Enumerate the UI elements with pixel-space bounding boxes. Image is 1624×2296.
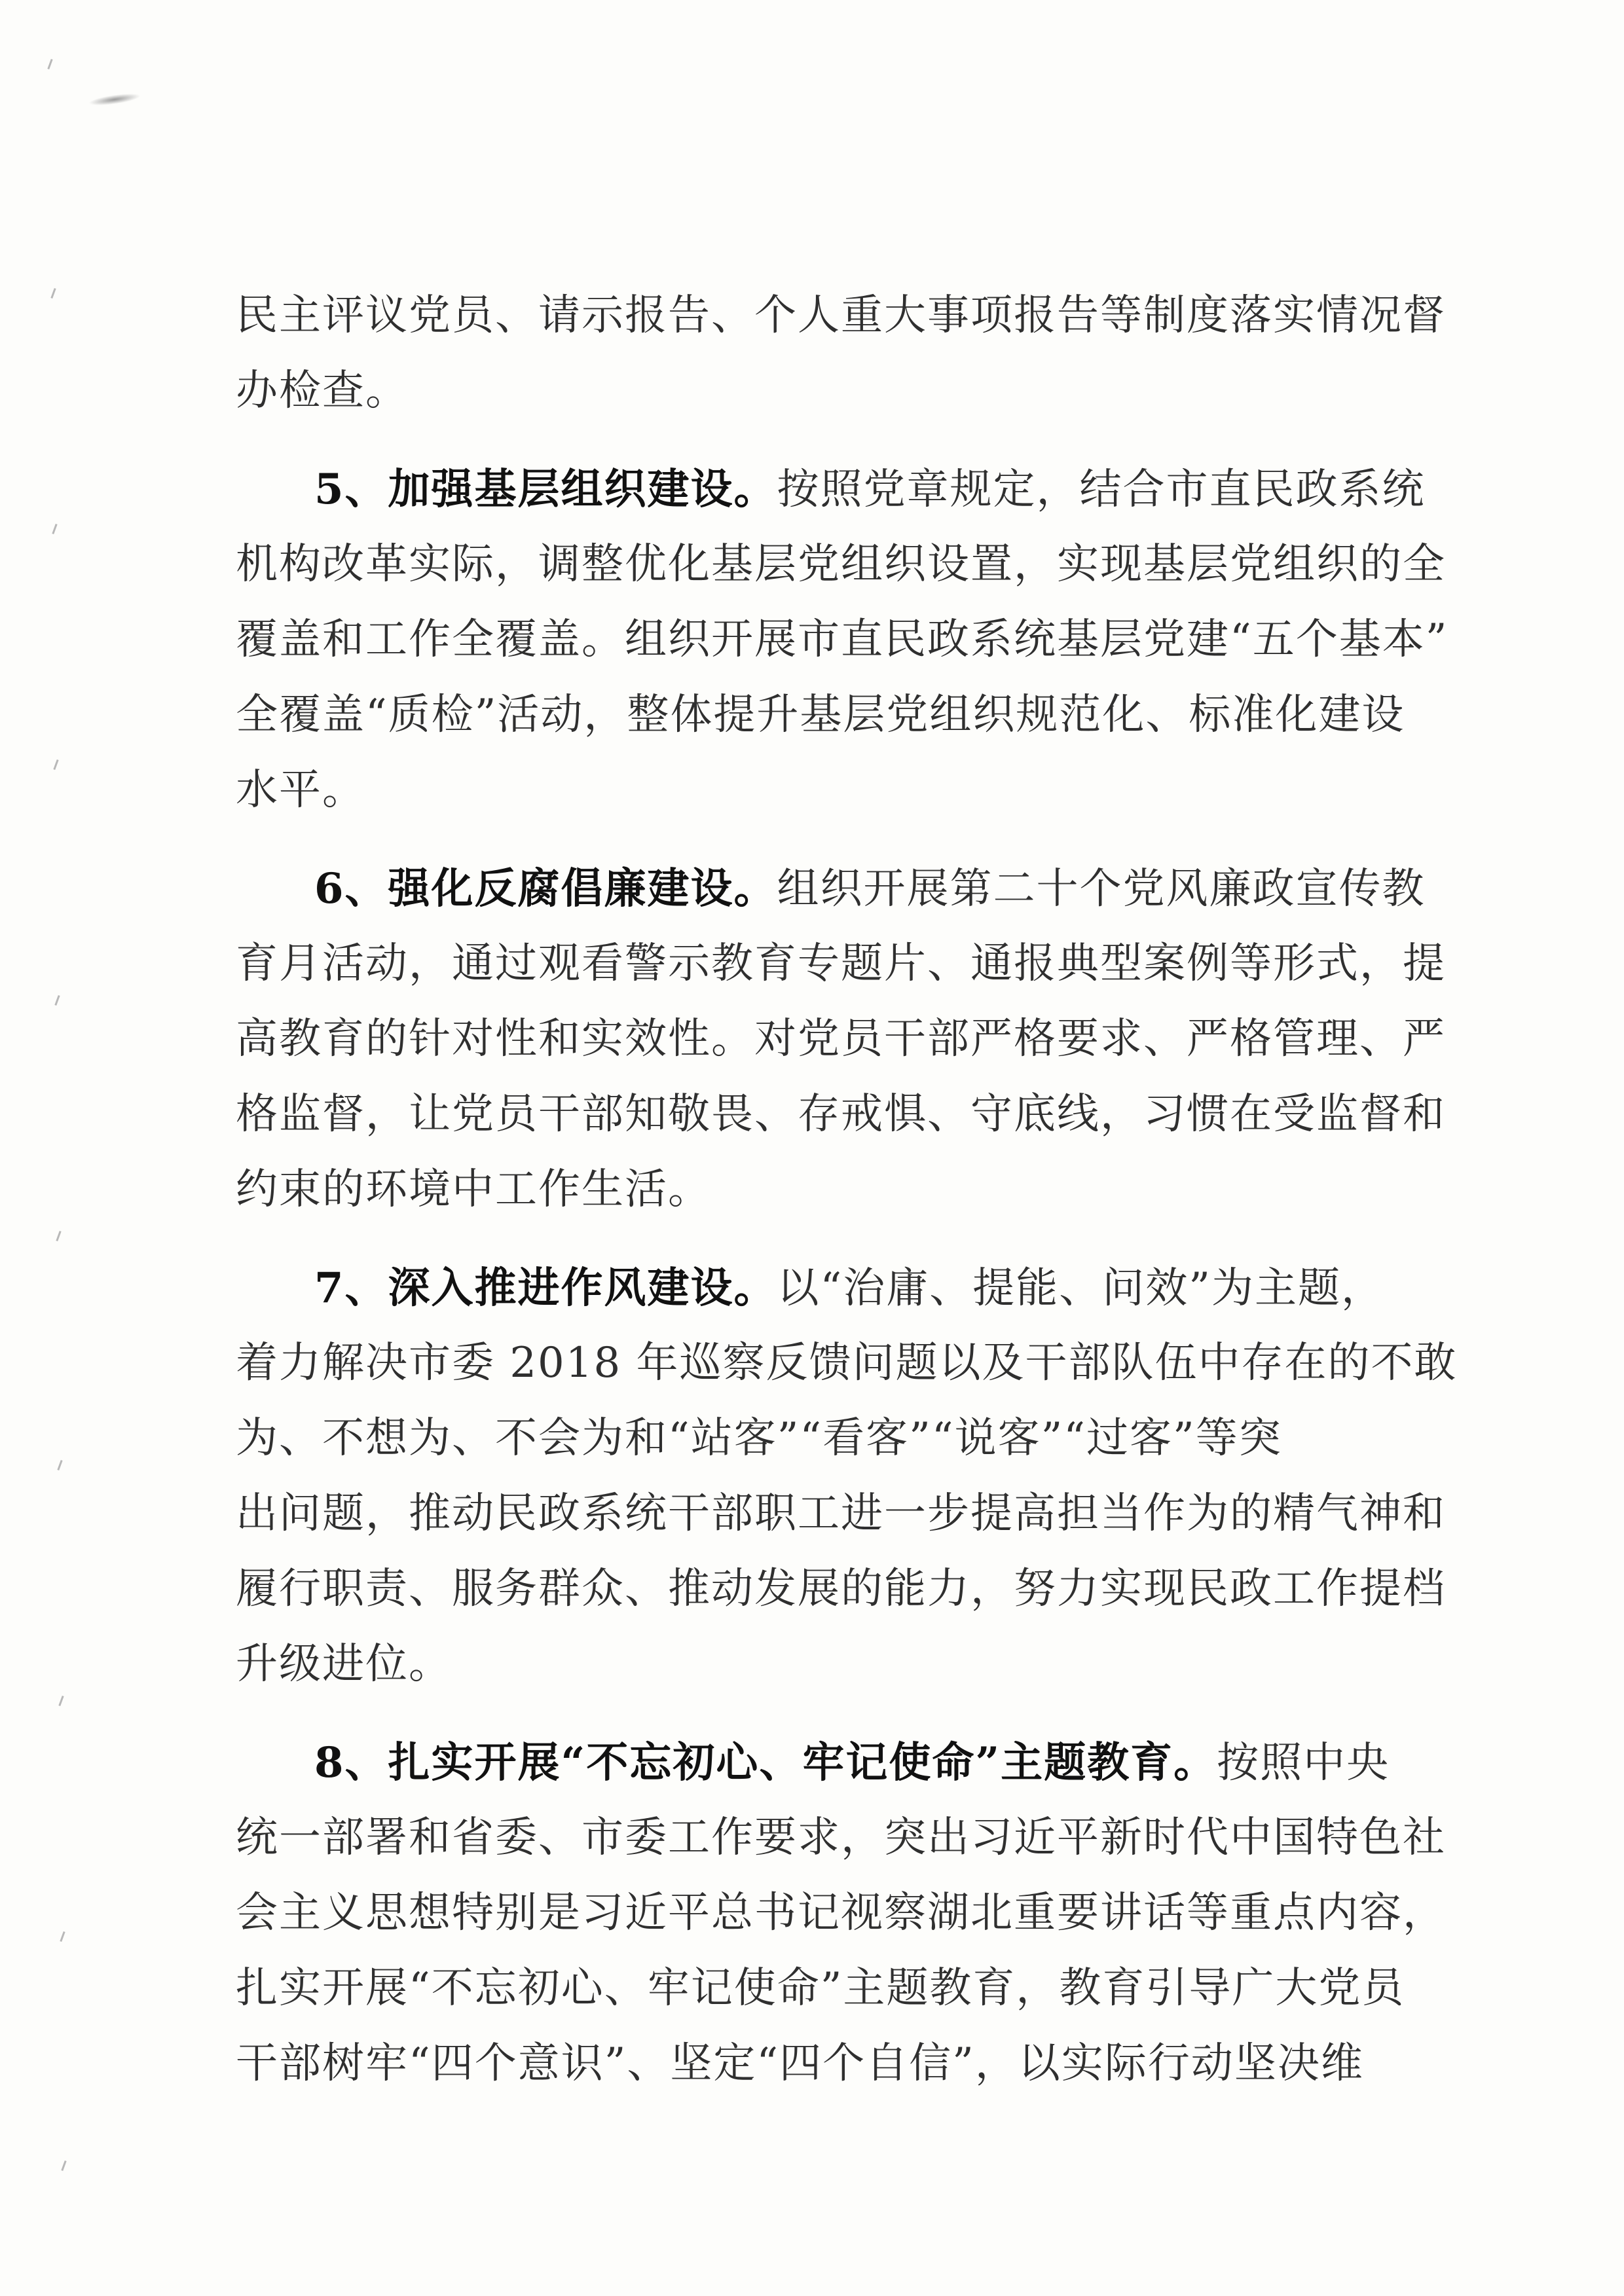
- text-line: 着力解决市委 2018 年巡察反馈问题以及干部队伍中存在的不敢: [236, 1339, 1458, 1387]
- scan-mark: [57, 1460, 62, 1470]
- text-line: 覆盖和工作全覆盖。组织开展市直民政系统基层党建“五个基本”: [236, 615, 1449, 664]
- text-line: 格监督，让党员干部知敬畏、存戒惧、守底线，习惯在受监督和: [236, 1090, 1446, 1139]
- scan-mark: [54, 995, 60, 1006]
- text-line: [236, 1250, 1460, 1326]
- text-line: 出问题，推动民政系统干部职工进一步提高担当作为的精气神和: [236, 1489, 1446, 1538]
- scan-mark: [58, 1696, 64, 1706]
- paragraph-heading: 8、扎实开展“不忘初心、牢记使命”主题教育。: [314, 1738, 1217, 1787]
- text-line: 会主义思想特别是习近平总书记视察湖北重要讲话等重点内容，: [236, 1889, 1446, 1937]
- text-line: 机构改革实际，调整优化基层党组织设置，实现基层党组织的全: [236, 540, 1446, 589]
- text-line: 统一部署和省委、市委工作要求，突出习近平新时代中国特色社: [236, 1813, 1446, 1862]
- paragraph-item-6: [236, 851, 1460, 1228]
- text-line: 育月活动，通过观看警示教育专题片、通报典型案例等形式，提: [236, 939, 1446, 988]
- scan-mark: [52, 524, 57, 534]
- scan-mark: [53, 759, 58, 770]
- paragraph-text: 组织开展第二十个党风廉政宣传教: [777, 865, 1426, 913]
- text-line: [236, 851, 1460, 926]
- scan-mark: [47, 59, 52, 69]
- text-line: [236, 452, 1460, 527]
- text-line: 办检查。: [236, 367, 409, 415]
- paragraph-item-8: [236, 1725, 1460, 2102]
- text-line: 扎实开展“不忘初心、牢记使命”主题教育，教育引导广大党员: [236, 1964, 1405, 2013]
- text-line: 民主评议党员、请示报告、个人重大事项报告等制度落实情况督: [236, 291, 1446, 340]
- scan-mark: [50, 288, 56, 299]
- paragraph-heading: 5、加强基层组织建设。: [314, 465, 777, 514]
- scan-smudge: [88, 92, 141, 108]
- paragraph-heading: 6、强化反腐倡廉建设。: [314, 864, 777, 913]
- text-line: 升级进位。: [236, 1640, 452, 1688]
- paragraph-heading: 7、深入推进作风建设。: [314, 1264, 777, 1313]
- text-line: 为、不想为、不会为和“站客”“看客”“说客”“过客”等突: [236, 1414, 1282, 1463]
- text-line: 全覆盖“质检”活动，整体提升基层党组织规范化、标准化建设: [236, 691, 1405, 739]
- scan-mark: [56, 1231, 61, 1241]
- scan-mark: [61, 2160, 66, 2171]
- document-body: [236, 278, 1460, 2102]
- paragraph-text: 按照党章规定，结合市直民政系统: [777, 465, 1426, 514]
- text-line: 履行职责、服务群众、推动发展的能力，努力实现民政工作提档: [236, 1565, 1446, 1613]
- paragraph-text: 以“治庸、提能、问效”为主题，: [777, 1264, 1384, 1313]
- scan-mark: [60, 1931, 65, 1942]
- paragraph-text: 按照中央: [1217, 1739, 1390, 1787]
- text-line: 水平。: [236, 766, 365, 814]
- paragraph-item-7: [236, 1250, 1460, 1702]
- text-line: [236, 1725, 1460, 1800]
- text-line: 干部树牢“四个意识”、坚定“四个自信”，以实际行动坚决维: [236, 2039, 1364, 2088]
- paragraph-item-5: [236, 452, 1460, 828]
- text-line: 高教育的针对性和实效性。对党员干部严格要求、严格管理、严: [236, 1015, 1446, 1063]
- text-line: 约束的环境中工作生活。: [236, 1165, 711, 1214]
- paragraph-continuation: [236, 278, 1460, 429]
